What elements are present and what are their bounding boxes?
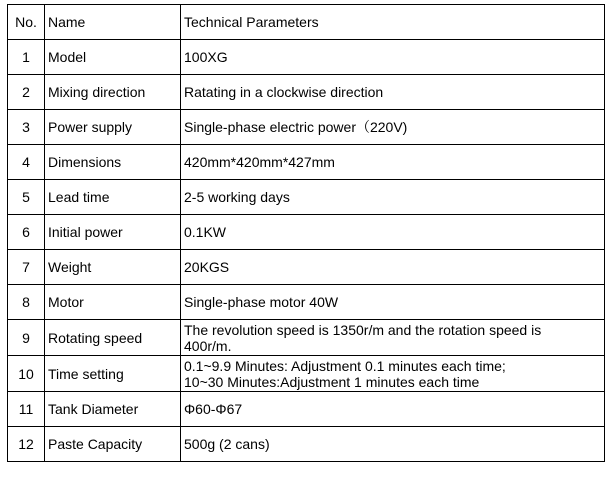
row-no: 11	[8, 392, 45, 427]
row-name: Motor	[45, 285, 181, 320]
row-name: Lead time	[45, 180, 181, 215]
table-row	[8, 285, 605, 320]
row-name: Weight	[45, 250, 181, 285]
row-param: 500g (2 cans)	[181, 427, 605, 462]
row-name: Rotating speed	[45, 320, 181, 356]
header-row	[8, 5, 605, 40]
row-no: 7	[8, 250, 45, 285]
row-no: 8	[8, 285, 45, 320]
row-param: 20KGS	[181, 250, 605, 285]
row-param: Single-phase electric power（220V)	[181, 110, 605, 145]
row-param: 0.1KW	[181, 215, 605, 250]
row-no: 4	[8, 145, 45, 180]
header-no: No.	[8, 5, 45, 40]
table-row	[8, 145, 605, 180]
table-row	[8, 110, 605, 145]
header-name: Name	[45, 5, 181, 40]
param-line: 10~30 Minutes:Adjustment 1 minutes each time	[184, 373, 480, 390]
table-row	[8, 180, 605, 215]
row-param: 420mm*420mm*427mm	[181, 145, 605, 180]
table-row	[8, 250, 605, 285]
row-no: 9	[8, 320, 45, 356]
row-param	[181, 356, 605, 392]
row-param: Ratating in a clockwise direction	[181, 75, 605, 110]
row-no: 10	[8, 356, 45, 392]
technical-parameters-table	[7, 4, 605, 462]
row-no: 2	[8, 75, 45, 110]
row-name: Model	[45, 40, 181, 75]
table-row	[8, 427, 605, 462]
row-no: 12	[8, 427, 45, 462]
row-param	[181, 320, 605, 356]
row-name: Initial power	[45, 215, 181, 250]
header-param: Technical Parameters	[181, 5, 605, 40]
row-name: Power supply	[45, 110, 181, 145]
row-param: Φ60-Φ67	[181, 392, 605, 427]
row-param: 100XG	[181, 40, 605, 75]
param-line: The revolution speed is 1350r/m and the rotation speed is	[184, 321, 542, 338]
row-no: 3	[8, 110, 45, 145]
table-row	[8, 320, 605, 356]
row-name: Tank Diameter	[45, 392, 181, 427]
table-row	[8, 215, 605, 250]
param-line: 400r/m.	[184, 337, 232, 354]
row-name: Dimensions	[45, 145, 181, 180]
table-row	[8, 75, 605, 110]
row-param: 2-5 working days	[181, 180, 605, 215]
row-param: Single-phase motor 40W	[181, 285, 605, 320]
param-line: 0.1~9.9 Minutes: Adjustment 0.1 minutes each time;	[184, 357, 506, 374]
row-no: 5	[8, 180, 45, 215]
table-row	[8, 356, 605, 392]
table-row	[8, 40, 605, 75]
row-name: Paste Capacity	[45, 427, 181, 462]
row-no: 1	[8, 40, 45, 75]
row-no: 6	[8, 215, 45, 250]
row-name: Time setting	[45, 356, 181, 392]
row-name: Mixing direction	[45, 75, 181, 110]
table-row	[8, 392, 605, 427]
